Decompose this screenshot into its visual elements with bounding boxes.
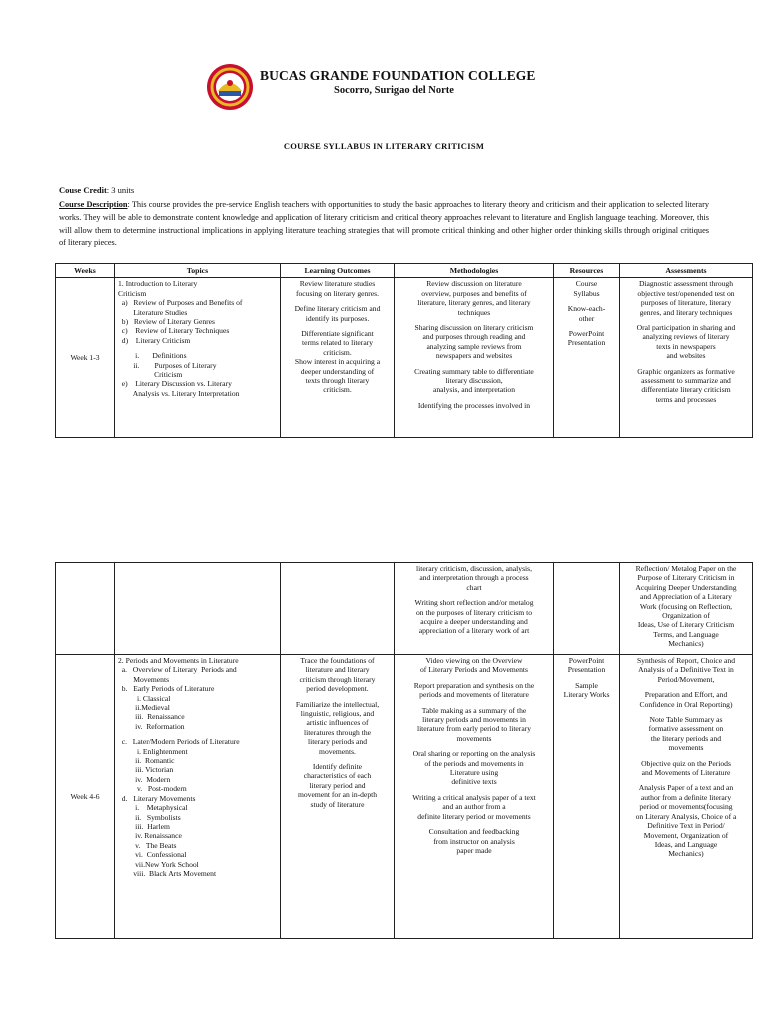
header-methodologies: Methodologies	[395, 264, 554, 278]
resources-cell	[554, 278, 620, 438]
cell-line: characteristics of each	[303, 771, 372, 781]
cell-line: movements	[456, 733, 492, 743]
cell-line: c. Later/Modern Periods of Literature	[118, 737, 240, 747]
cell-line: iv. Modern	[118, 774, 171, 784]
cell-line: Ideas, Use of Literary Criticism	[637, 620, 735, 630]
cell-line: Note Table Summary as	[649, 715, 723, 725]
cell-line: identify its purposes.	[305, 313, 370, 323]
cell-line: Presentation	[567, 665, 606, 675]
cell-line: Mechanics)	[668, 639, 704, 649]
cell-line: linguistic, religious, and	[300, 709, 375, 719]
cell-line: PowerPoint	[568, 329, 605, 339]
cell-line: study of literature	[310, 799, 365, 809]
cell-line: on Literary Analysis, Choice of a	[635, 811, 737, 821]
cell-line: Literature Studies	[118, 307, 188, 317]
cell-line: deeper understanding of	[300, 366, 375, 376]
cell-line: Review literature studies	[299, 279, 376, 289]
cell-line: purposes of literature, literary	[640, 298, 732, 308]
cell-line: e) Literary Discussion vs. Literary	[118, 379, 232, 389]
table-header-row	[56, 264, 753, 278]
cell-line: definite literary period or movements	[417, 811, 531, 821]
cell-line: Criticism	[118, 370, 183, 380]
cell-line: movements	[668, 743, 704, 753]
cell-line: Organization of	[662, 611, 710, 621]
cell-line: iii. Victorian	[118, 765, 174, 775]
credit-value: : 3 units	[106, 185, 135, 195]
cell-line: Confidence in Oral Reporting)	[639, 699, 733, 709]
cell-line: i. Classical	[118, 693, 171, 703]
cell-line: literatures through the	[303, 727, 372, 737]
cell-line: formative assessment on	[648, 724, 724, 734]
resources-cell	[554, 655, 620, 939]
cell-line: acquire a deeper understanding and	[420, 617, 528, 627]
cell-line: Trace the foundations of	[300, 656, 375, 665]
cell-line: Literature using	[449, 768, 499, 778]
cell-line: Familiarize the intellectual,	[295, 699, 380, 709]
cell-line: literature, literary genres, and literary	[417, 298, 531, 308]
cell-line: terms related to literary	[301, 338, 374, 348]
cell-line: paper made	[456, 845, 492, 855]
cell-line: Work (focusing on Reflection,	[639, 601, 733, 611]
cell-line: Review discussion on literature	[426, 279, 522, 289]
cell-line: Purpose of Literary Criticism in	[637, 573, 735, 583]
assessments-cell	[620, 278, 753, 438]
cell-line: Identifying the processes involved in	[417, 400, 531, 410]
cell-line: Terms, and Language	[653, 629, 719, 639]
cell-line: Oral sharing or reporting on the analysis	[412, 749, 536, 759]
cell-line: literature and literary	[305, 665, 370, 675]
cell-line: Diagnostic assessment through	[638, 279, 734, 289]
cell-line: b. Early Periods of Literature	[118, 684, 215, 694]
header-assessments: Assessments	[620, 264, 753, 278]
outcomes-cell	[281, 278, 395, 438]
cell-line: criticism.	[323, 347, 352, 357]
cell-line: and Appreciation of a Literary	[640, 592, 732, 602]
cell-line: Criticism	[118, 288, 147, 298]
cell-line: and purposes through reading and	[422, 332, 526, 342]
cell-line: Analysis Paper of a text and an	[638, 783, 734, 793]
college-name: BUCAS GRANDE FOUNDATION COLLEGE	[260, 68, 536, 83]
cell-line: Objective quiz on the Periods	[641, 758, 731, 768]
cell-line: techniques	[457, 307, 491, 317]
cell-line: and interpretation through a process	[419, 573, 529, 583]
cell-line: Sample	[575, 680, 598, 690]
table-row	[56, 278, 753, 438]
outcomes-cell	[281, 655, 395, 939]
cell-line: analysis, and interpretation	[432, 385, 516, 395]
cell-line: other	[578, 313, 595, 323]
cell-line: Define literary criticism and	[294, 304, 381, 314]
cell-line: ii. Purposes of Literary	[118, 360, 217, 370]
cell-line: artistic influences of	[306, 718, 369, 728]
cell-line: literary discussion,	[445, 376, 503, 386]
cell-line: movement for an in-depth	[297, 790, 378, 800]
cell-line: author from a definite literary	[640, 792, 732, 802]
cell-line: periods and movements of literature	[419, 690, 529, 700]
cell-line: iv. Reformation	[118, 721, 185, 731]
cell-line: differentiate literary criticism	[641, 385, 731, 395]
cell-line: and websites	[666, 351, 706, 361]
cell-line: on the purposes of literary criticism to	[416, 607, 532, 617]
cell-line: Report preparation and synthesis on the	[413, 680, 535, 690]
cell-line: Course	[575, 279, 598, 289]
cell-line: Syllabus	[573, 288, 600, 298]
cell-line: iv. Renaissance	[118, 831, 182, 841]
cell-line: Ideas, and Language	[654, 839, 718, 849]
cell-line: Acquiring Deeper Understanding	[635, 582, 737, 592]
cell-line: d. Literary Movements	[118, 793, 196, 803]
week-cell	[56, 563, 115, 655]
cell-line: texts in newspapers	[656, 341, 716, 351]
cell-line: literary periods and	[307, 737, 368, 747]
cell-line: Consultation and feedbacking	[428, 827, 520, 837]
cell-line: Synthesis of Report, Choice and	[636, 656, 736, 665]
cell-line: genres, and literary techniques	[639, 307, 733, 317]
cell-line: d) Literary Criticism	[118, 335, 191, 345]
cell-line: Show interest in acquiring a	[294, 357, 381, 367]
cell-line: the literary periods and	[650, 733, 722, 743]
cell-line: and an author from a	[442, 802, 506, 812]
week-cell: Week 4-6	[56, 655, 115, 939]
syllabus-title: COURSE SYLLABUS IN LITERARY CRITICISM	[283, 141, 485, 151]
cell-line: focusing on literary genres.	[295, 288, 380, 298]
assessments-cell	[620, 563, 753, 655]
table-row	[56, 563, 753, 655]
description-text: : This course provides the pre-service English teachers with opportunities to study the basic approaches to literary theory and criticism and their application to selected literary works. They will be able to demonstrate content knowledge and application of literary criticism and critical theory approaches relevant to literature and English language teaching. Moreover, this will allow them to determine instructional implications in applying literature teaching strategies that will promote critical thinking and other higher order thinking skills through original critiques of literary pieces.	[59, 200, 709, 248]
cell-line: literary periods and movements in	[422, 715, 526, 725]
cell-line: i. Enlightenment	[118, 746, 188, 756]
cell-line: chart	[466, 582, 482, 592]
header-resources: Resources	[554, 264, 620, 278]
cell-line: viii. Black Arts Movement	[118, 868, 217, 878]
cell-line: a) Review of Purposes and Benefits of	[118, 298, 243, 308]
cell-line: newspapers and websites	[435, 351, 513, 361]
cell-line: Graphic organizers as formative	[637, 366, 735, 376]
cell-line: period or movements(focusing	[639, 802, 733, 812]
cell-line: PowerPoint	[568, 656, 605, 665]
cell-line: texts through literary	[305, 376, 370, 386]
cell-line: v. The Beats	[118, 840, 177, 850]
cell-line: vi. Confessional	[118, 850, 187, 860]
course-credit	[59, 185, 134, 195]
cell-line: v. Post-modern	[118, 784, 187, 794]
cell-line: Presentation	[567, 338, 606, 348]
methods-cell	[395, 655, 554, 939]
cell-line: Analysis of a Definitive Text in	[638, 665, 734, 675]
cell-line: Know-each-	[567, 304, 606, 314]
cell-line: analyzing sample reviews from	[426, 341, 522, 351]
topics-cell	[115, 278, 281, 438]
college-address: Socorro, Surigao del Norte	[334, 85, 454, 96]
cell-line: 1. Introduction to Literary	[118, 279, 198, 289]
cell-line: period development.	[306, 684, 369, 694]
header-learning-outcomes: Learning Outcomes	[281, 264, 395, 278]
assessments-cell	[620, 655, 753, 939]
cell-line: Sharing discussion on literary criticism	[414, 323, 534, 333]
cell-line: Analysis vs. Literary Interpretation	[118, 388, 240, 398]
cell-line: Table making as a summary of the	[421, 705, 527, 715]
methods-cell	[395, 563, 554, 655]
cell-line: definitive texts	[451, 777, 497, 787]
cell-line: from instructor on analysis	[433, 836, 515, 846]
cell-line: ii. Symbolists	[118, 812, 181, 822]
cell-line: and Movements of Literature	[641, 768, 731, 778]
week-cell: Week 1-3	[56, 278, 115, 438]
table-row	[56, 655, 753, 939]
cell-line: c) Review of Literary Techniques	[118, 326, 230, 336]
description-label: Course Description	[59, 200, 128, 209]
cell-line: criticism.	[323, 385, 352, 395]
cell-line: assessment to summarize and	[641, 376, 731, 386]
cell-line: b) Review of Literary Genres	[118, 317, 215, 327]
credit-label: Couse Credit	[59, 185, 107, 195]
cell-line: Identify definite	[312, 762, 363, 772]
cell-line: movements.	[319, 746, 356, 756]
cell-line: analyzing reviews of literary	[642, 332, 730, 342]
cell-line: Literary Works	[563, 690, 610, 700]
cell-line: criticism through literary	[299, 674, 376, 684]
cell-line: Writing a critical analysis paper of a text	[412, 792, 536, 802]
cell-line: ii.Medieval	[118, 703, 170, 713]
cell-line: Oral participation in sharing and	[636, 323, 736, 333]
header-weeks: Weeks	[56, 264, 115, 278]
cell-line: Movements	[118, 674, 170, 684]
header-topics: Topics	[115, 264, 281, 278]
cell-line: literary period and	[309, 780, 366, 790]
cell-line: Mechanics)	[668, 849, 704, 859]
college-seal-logo	[206, 63, 254, 111]
cell-line: Video viewing on the Overview	[425, 656, 523, 665]
cell-line: 2. Periods and Movements in Literature	[118, 656, 239, 665]
cell-line: literary criticism, discussion, analysis,	[416, 564, 532, 573]
cell-line: appreciation of a literary work of art	[418, 626, 530, 636]
cell-line: Differentiate significant	[301, 329, 374, 339]
cell-line: of Literary Periods and Movements	[420, 665, 528, 675]
cell-line: objective test/openended test on	[637, 288, 735, 298]
topics-cell	[115, 655, 281, 939]
cell-line: iii. Harlem	[118, 821, 170, 831]
cell-line: Period/Movement,	[657, 674, 715, 684]
cell-line: ii. Romantic	[118, 756, 175, 766]
cell-line: terms and processes	[655, 394, 717, 404]
cell-line: Definitive Text in Period/	[647, 821, 725, 831]
cell-line: Movement, Organization of	[643, 830, 729, 840]
outcomes-cell	[281, 563, 395, 655]
syllabus-table-part-1	[55, 263, 753, 438]
syllabus-table-part-2	[55, 562, 753, 939]
cell-line: a. Overview of Literary Periods and	[118, 665, 237, 675]
cell-line: Preparation and Effort, and	[644, 690, 728, 700]
cell-line: iii. Renaissance	[118, 712, 185, 722]
cell-line: overview, purposes and benefits of	[421, 288, 527, 298]
cell-line: Reflection/ Metalog Paper on the	[635, 564, 737, 573]
cell-line: vii.New York School	[118, 859, 199, 869]
topics-cell	[115, 563, 281, 655]
cell-line: of the periods and movements in	[424, 758, 524, 768]
resources-cell	[554, 563, 620, 655]
cell-line: Writing short reflection and/or metalog	[414, 598, 534, 608]
course-description	[59, 199, 709, 250]
cell-line: i. Metaphysical	[118, 803, 188, 813]
cell-line: i. Definitions	[118, 351, 187, 361]
cell-line: Creating summary table to differentiate	[414, 366, 534, 376]
cell-line: literature from early period to literary	[416, 724, 532, 734]
methods-cell	[395, 278, 554, 438]
